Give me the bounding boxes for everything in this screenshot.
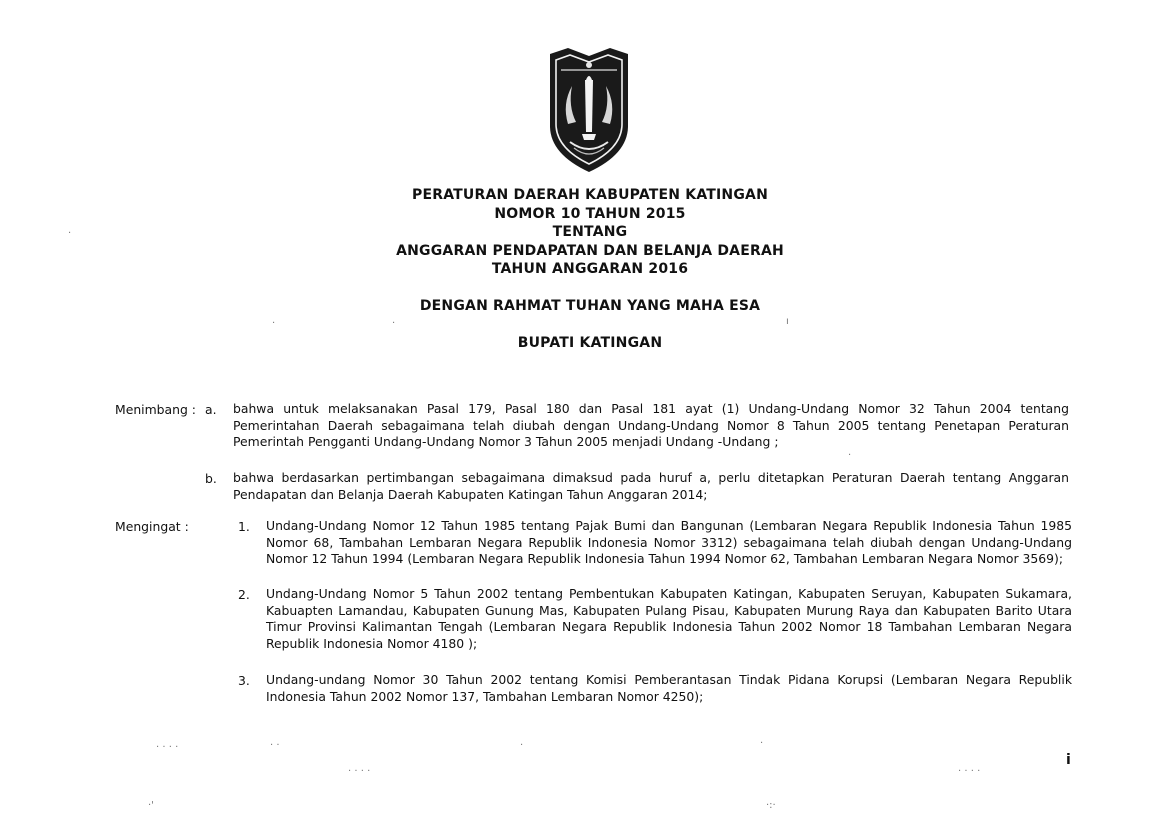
menimbang-label: Menimbang :: [115, 402, 196, 417]
title-line-2: NOMOR 10 TAHUN 2015: [494, 205, 686, 222]
scan-speck: · · · ·: [958, 766, 981, 777]
scan-speck: ·: [760, 738, 764, 749]
issuer-line: BUPATI KATINGAN: [517, 335, 663, 351]
menimbang-item-a: bahwa untuk melaksanakan Pasal 179, Pasal 180 dan Pasal 181 ayat (1) Undang-Undang Nomor 32 Tahun 2004 tentang Pemerintahan Daerah sebagaimana telah diubah dengan Undang-Undang Nomor 8 Tahun 2005 tentang Penetapan Peraturan Pemerintah Pengganti Undang-Undang Nomor 3 Tahun 2005 menjadi Undang -Undang ;: [233, 401, 1069, 450]
mengingat-item-2: Undang-Undang Nomor 5 Tahun 2002 tentang Pembentukan Kabupaten Katingan, Kabupaten Seruyan, Kabupaten Sukamara, Kabuapten Lamandau, Kabupaten Gunung Mas, Kabupaten Pulang Pisau, Kabupaten Murung Raya dan Kabupaten Barito Utara Timur Provinsi Kalimantan Tengah (Lembaran Negara Republik Indonesia Tahun 2002 Nomor 18 Tambahan Lembaran Negara Republik Indonesia Nomor 4180 );: [266, 586, 1072, 651]
mengingat-marker-1: 1.: [238, 519, 250, 534]
mengingat-item-3: Undang-undang Nomor 30 Tahun 2002 tentang Komisi Pemberantasan Tindak Pidana Korupsi (Lembaran Negara Republik Indonesia Tahun 2002 Nomor 137, Tambahan Lembaran Nomor 4250);: [266, 672, 1072, 704]
scan-speck: ·: [68, 228, 72, 239]
scan-speck: · · · ·: [348, 766, 371, 777]
title-block: [300, 186, 880, 279]
title-line-1: PERATURAN DAERAH KABUPATEN KATINGAN: [412, 187, 768, 203]
scan-speck: ·:·: [766, 800, 776, 811]
scan-speck: · ·: [270, 740, 280, 751]
title-line-4: ANGGARAN PENDAPATAN DAN BELANJA DAERAH: [396, 242, 784, 259]
scan-speck: ·: [520, 740, 524, 751]
scan-speck: ·: [848, 450, 852, 461]
menimbang-marker-b: b.: [205, 471, 217, 486]
menimbang-item-b: bahwa berdasarkan pertimbangan sebagaimana dimaksud pada huruf a, perlu ditetapkan Peraturan Daerah tentang Anggaran Pendapatan dan Belanja Daerah Kabupaten Katingan Tahun Anggaran 2014;: [233, 470, 1069, 502]
preamble-line: DENGAN RAHMAT TUHAN YANG MAHA ESA: [419, 298, 761, 314]
title-line-5: TAHUN ANGGARAN 2016: [491, 261, 689, 277]
scan-speck: ·': [148, 800, 154, 811]
page-mark: i: [1066, 752, 1071, 768]
mengingat-label: Mengingat :: [115, 519, 189, 534]
kabupaten-emblem: [546, 46, 632, 174]
menimbang-marker-a: a.: [205, 402, 217, 417]
scan-speck: ı: [786, 316, 789, 327]
scan-speck: · · · ·: [156, 742, 179, 753]
mengingat-marker-2: 2.: [238, 587, 250, 602]
scan-speck: ·: [392, 318, 396, 329]
mengingat-marker-3: 3.: [238, 673, 250, 688]
mengingat-item-1: Undang-Undang Nomor 12 Tahun 1985 tentang Pajak Bumi dan Bangunan (Lembaran Negara Republik Indonesia Tahun 1985 Nomor 68, Tambahan Lembaran Negara Republik Indonesia Nomor 3312) sebagaimana telah diubah dengan Undang-Undang Nomor 12 Tahun 1994 (Lembaran Negara Republik Indonesia Tahun 1994 Nomor 62, Tambahan Lembaran Negara Nomor 3569);: [266, 518, 1072, 567]
title-line-3: TENTANG: [552, 224, 628, 240]
scan-speck: ·: [272, 318, 276, 329]
